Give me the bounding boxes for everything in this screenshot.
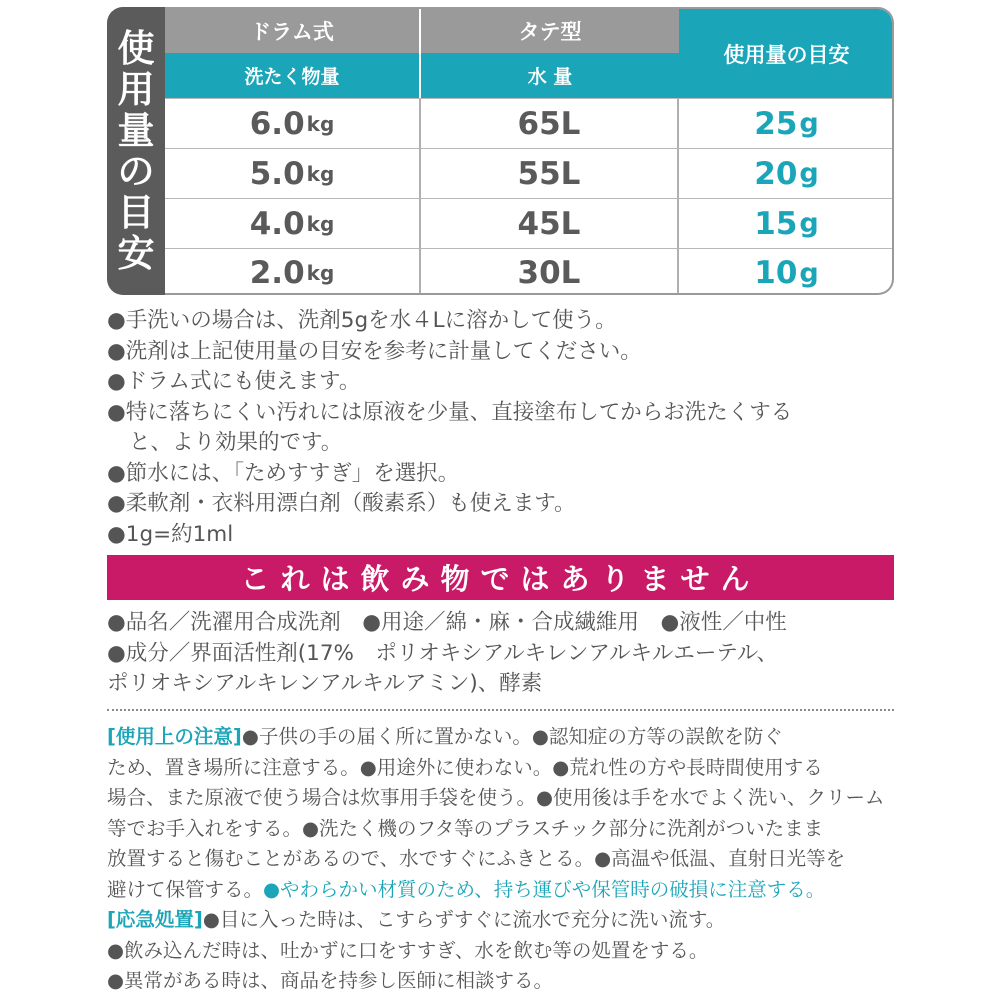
water-value: 30L [517,255,581,291]
water-value: 45L [517,205,581,242]
side-char: 用 [117,68,155,111]
water-cell [421,148,679,198]
caution-text: 避けて保管する。 [107,877,264,901]
emergency-line [107,905,907,936]
emergency-line: ●異常がある時は、商品を持参し医師に相談する。 [107,969,554,992]
cautions [107,722,907,997]
dose-unit: g [799,108,819,139]
side-char: 安 [117,232,155,275]
dose-cell [679,98,894,148]
note-line: ●節水には、「ためすすぎ」を選択。 [107,460,460,486]
dose-cell [679,198,894,248]
emergency-label: [応急処置] [107,908,203,931]
caution-text: ●子供の手の届く所に置かない。●認知症の方等の誤飲を防ぐ [241,725,783,748]
dose-unit: g [799,158,819,189]
side-char: 目 [117,191,155,234]
header-drum: ドラム式 [165,9,421,53]
load-cell [165,198,421,248]
product-info-line: ●成分／界面活性剤(17% ポリオキシアルキレンアルキルエーテル、 [107,640,779,666]
product-info-line: ●品名／洗濯用合成洗剤 ●用途／綿・麻・合成繊維用 ●液性／中性 [107,610,787,635]
load-value: 4.0 [249,205,305,242]
load-cell [165,98,421,148]
caution-line [107,722,907,753]
side-char: 量 [117,109,155,152]
load-cell [165,148,421,198]
dotted-divider [107,709,894,711]
dose-cell [679,248,894,295]
usage-table [107,7,894,295]
caution-line: 等でお手入れをする。●洗たく機のフタ等のプラスチック部分に洗剤がついたまま [107,816,824,840]
note-line: ●ドラム式にも使えます。 [107,369,361,394]
water-cell [421,248,679,295]
load-value: 2.0 [249,255,305,291]
breakage-caution-highlight: ●やわらかい材質のため、持ち運びや保管時の破損に注意する。 [263,877,826,901]
product-info-line: ポリオキシアルキレンアルキルアミン)、酵素 [107,671,543,696]
note-line: ●特に落ちにくい汚れには原液を少量、直接塗布してからお洗たくする [107,399,793,425]
load-unit: kg [306,211,335,236]
usage-grid [165,7,894,295]
note-line: ●1g=約1ml [107,521,234,547]
subheader-water: 水 量 [421,53,679,98]
dose-value: 20 [754,155,798,192]
load-unit: kg [306,111,335,136]
header-tate: タテ型 [421,9,679,53]
note-line: ●洗剤は上記使用量の目安を参考に計量してください。 [107,338,642,364]
note-line: ●柔軟剤・衣料用漂白剤（酸素系）も使えます。 [107,491,576,516]
dose-cell [679,148,894,198]
subheader-load: 洗たく物量 [165,53,421,98]
load-value: 6.0 [249,105,305,142]
side-char: の [117,150,155,193]
water-value: 65L [517,105,581,142]
caution-line: ため、置き場所に注意する。●用途外に使わない。●荒れ性の方や長時間使用する [107,755,823,779]
emergency-text: ●目に入った時は、こすらずすぐに流水で充分に洗い流す。 [202,908,726,931]
water-cell [421,198,679,248]
usage-caution-label: [使用上の注意] [107,725,242,748]
load-unit: kg [306,161,335,186]
caution-line [107,875,907,906]
caution-line: 場合、また原液で使う場合は炊事用手袋を使う。●使用後は手を水でよく洗い、クリーム [107,786,885,809]
usage-notes [107,306,907,550]
product-info [107,608,907,700]
caution-line: 放置すると傷むことがあるので、水ですぐにふきとる。●高温や低温、直射日光等を [107,847,846,870]
note-line: ●手洗いの場合は、洗剤5gを水４Lに溶かして使う。 [107,308,617,333]
usage-side-label [107,7,165,295]
side-char: 使 [117,27,155,70]
header-dose: 使用量の目安 [679,9,894,98]
dose-unit: g [799,208,819,239]
load-value: 5.0 [249,155,305,192]
load-cell [165,248,421,295]
load-unit: kg [306,261,335,285]
dose-unit: g [799,257,819,289]
dose-value: 25 [754,105,798,142]
water-cell [421,98,679,148]
not-a-drink-warning-banner: これは飲み物ではありません [107,555,894,600]
emergency-line: ●飲み込んだ時は、吐かずに口をすすぎ、水を飲む等の処置をする。 [107,938,709,962]
water-value: 55L [517,155,581,192]
dose-value: 15 [754,205,798,242]
note-line-continued: と、より効果的です。 [129,430,343,455]
dose-value: 10 [754,255,798,291]
